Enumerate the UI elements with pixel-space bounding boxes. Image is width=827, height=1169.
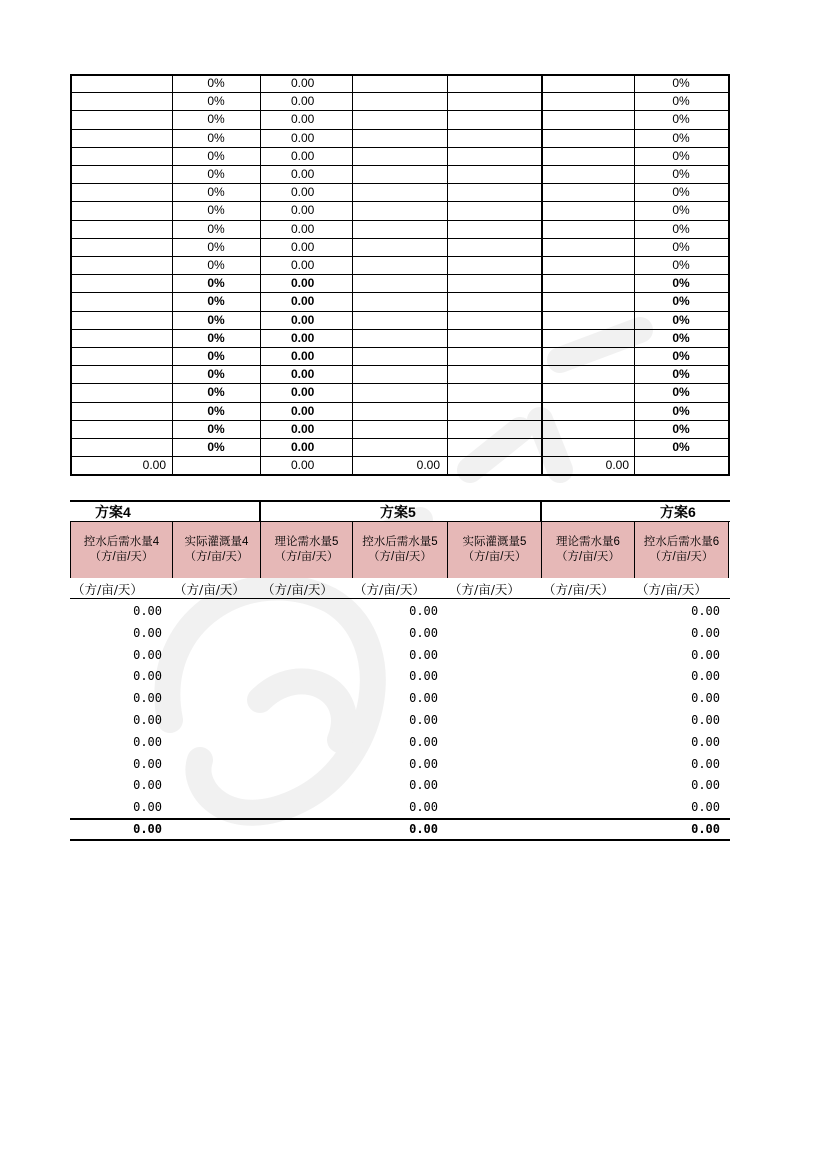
percent-cell: 0% (672, 367, 690, 382)
percent-cell: 0% (672, 94, 690, 109)
value-cell: 0.00 (291, 94, 315, 109)
percent-cell: 0% (207, 385, 225, 400)
percent-cell: 0% (207, 312, 225, 327)
data-cell: 0.00 (691, 647, 720, 662)
grid-hline (70, 110, 730, 111)
value-cell: 0.00 (291, 403, 315, 418)
grid-hline (70, 238, 730, 239)
percent-cell: 0% (207, 203, 225, 218)
value-cell: 0.00 (291, 294, 315, 309)
value-cell: 0.00 (291, 258, 315, 272)
group-title-4: 方案4 (95, 504, 131, 520)
header-vline (541, 521, 542, 578)
data-cell: 0.00 (409, 625, 438, 640)
header-unit: （方/亩/天） (556, 551, 620, 563)
percent-cell: 0% (672, 167, 690, 181)
total-cell: 0.00 (691, 822, 720, 836)
data-cell: 0.00 (133, 713, 162, 727)
data-cell: 0.00 (409, 669, 438, 684)
grid-hline (70, 92, 730, 93)
percent-cell: 0% (672, 112, 690, 127)
total-cell: 0.00 (409, 822, 438, 836)
unit-row-cell: （方/亩/天） (543, 582, 614, 597)
data-cell: 0.00 (133, 778, 162, 793)
percent-cell: 0% (207, 403, 225, 418)
value-cell: 0.00 (291, 385, 315, 400)
value-cell: 0.00 (291, 221, 315, 236)
percent-cell: 0% (672, 294, 690, 309)
grid-hline (70, 420, 730, 421)
unit-row-cell: （方/亩/天） (636, 582, 707, 597)
value-cell: 0.00 (291, 130, 315, 145)
data-cell: 0.00 (133, 800, 162, 815)
header-label: 理论需水量6 (556, 536, 620, 548)
data-cell: 0.00 (409, 604, 438, 618)
data-cell: 0.00 (691, 756, 720, 771)
value-cell: 0.00 (291, 440, 315, 454)
data-cell: 0.00 (133, 691, 162, 706)
header-unit: （方/亩/天） (89, 551, 154, 563)
data-cell: 0.00 (133, 734, 162, 749)
percent-cell: 0% (672, 276, 690, 291)
total-cell: 0.00 (291, 458, 315, 473)
header-unit: （方/亩/天） (649, 551, 714, 563)
grid-hline (70, 220, 730, 221)
value-cell: 0.00 (291, 330, 315, 345)
percent-cell: 0% (672, 221, 690, 236)
data-cell: 0.00 (409, 691, 438, 706)
percent-cell: 0% (672, 185, 690, 200)
header-label: 控水后需水量5 (362, 536, 438, 548)
value-cell: 0.00 (291, 112, 315, 127)
grid-hline (70, 347, 730, 348)
data-cell: 0.00 (409, 778, 438, 793)
percent-cell: 0% (207, 276, 225, 291)
value-cell: 0.00 (291, 349, 315, 363)
value-cell: 0.00 (291, 185, 315, 200)
percent-cell: 0% (207, 421, 225, 436)
header-unit: （方/亩/天） (274, 551, 339, 563)
data-cell: 0.00 (691, 778, 720, 793)
data-cell: 0.00 (409, 647, 438, 662)
percent-cell: 0% (207, 258, 225, 272)
value-cell: 0.00 (291, 421, 315, 436)
data-cell: 0.00 (133, 647, 162, 662)
unit-row-cell: （方/亩/天） (449, 582, 520, 597)
grid-hline (70, 292, 730, 293)
header-label: 理论需水量5 (274, 536, 339, 548)
header-vline (728, 521, 729, 578)
unit-row-cell: （方/亩/天） (72, 582, 143, 597)
grid-hline (70, 365, 730, 366)
value-cell: 0.00 (291, 148, 315, 163)
data-cell: 0.00 (691, 734, 720, 749)
percent-cell: 0% (672, 349, 690, 363)
data-cell: 0.00 (691, 800, 720, 815)
percent-cell: 0% (207, 440, 225, 454)
group-divider (259, 502, 261, 521)
data-cell: 0.00 (409, 800, 438, 815)
header-vline (352, 521, 353, 578)
percent-cell: 0% (207, 221, 225, 236)
group-top-line (70, 500, 730, 502)
grid-hline (70, 438, 730, 439)
grid-hline (70, 74, 730, 76)
percent-cell: 0% (672, 148, 690, 163)
grid-hline (70, 129, 730, 130)
percent-cell: 0% (672, 330, 690, 345)
grid-hline (70, 274, 730, 275)
total-bottom-line (70, 839, 730, 841)
header-unit: （方/亩/天） (184, 551, 249, 563)
total-cell: 0.00 (605, 458, 629, 473)
unit-row-cell: （方/亩/天） (262, 582, 333, 597)
percent-cell: 0% (672, 203, 690, 218)
total-cell: 0.00 (416, 458, 440, 473)
value-cell: 0.00 (291, 76, 315, 90)
group-title-6: 方案6 (660, 504, 696, 520)
data-cell: 0.00 (691, 713, 720, 727)
grid-hline (70, 383, 730, 384)
data-cell: 0.00 (409, 713, 438, 727)
percent-cell: 0% (207, 367, 225, 382)
header-unit: （方/亩/天） (462, 551, 527, 563)
value-cell: 0.00 (291, 203, 315, 218)
header-label: 控水后需水量4 (83, 536, 160, 548)
header-vline (634, 521, 635, 578)
percent-cell: 0% (672, 385, 690, 400)
data-cell: 0.00 (409, 734, 438, 749)
data-cell: 0.00 (691, 669, 720, 684)
header-label: 控水后需水量6 (643, 536, 720, 548)
header-vline (70, 521, 71, 578)
grid-hline (70, 329, 730, 330)
percent-cell: 0% (207, 185, 225, 200)
percent-cell: 0% (672, 130, 690, 145)
grid-hline (70, 183, 730, 184)
grid-hline (70, 311, 730, 312)
percent-cell: 0% (207, 94, 225, 109)
percent-cell: 0% (207, 239, 225, 254)
total-cell: 0.00 (142, 458, 166, 473)
unit-row-cell: （方/亩/天） (174, 582, 245, 597)
value-cell: 0.00 (291, 312, 315, 327)
value-cell: 0.00 (291, 167, 315, 181)
value-cell: 0.00 (291, 367, 315, 382)
grid-hline (70, 402, 730, 403)
percent-cell: 0% (672, 76, 690, 90)
group-divider (540, 502, 542, 521)
percent-cell: 0% (207, 112, 225, 127)
data-cell: 0.00 (409, 756, 438, 771)
header-vline (172, 521, 173, 578)
data-cell: 0.00 (691, 691, 720, 706)
unit-row-cell: （方/亩/天） (354, 582, 425, 597)
grid-hline (70, 201, 730, 202)
percent-cell: 0% (672, 421, 690, 436)
percent-cell: 0% (207, 76, 225, 90)
value-cell: 0.00 (291, 239, 315, 254)
header-label: 实际灌溉量4 (184, 536, 249, 548)
grid-hline (70, 474, 730, 476)
data-cell: 0.00 (133, 756, 162, 771)
header-vline (447, 521, 448, 578)
unit-row-line (70, 598, 730, 599)
data-cell: 0.00 (133, 669, 162, 684)
data-cell: 0.00 (691, 625, 720, 640)
percent-cell: 0% (672, 239, 690, 254)
data-cell: 0.00 (691, 604, 720, 618)
percent-cell: 0% (672, 440, 690, 454)
percent-cell: 0% (207, 148, 225, 163)
percent-cell: 0% (207, 330, 225, 345)
percent-cell: 0% (207, 349, 225, 363)
percent-cell: 0% (207, 294, 225, 309)
header-vline (260, 521, 261, 578)
value-cell: 0.00 (291, 276, 315, 291)
header-unit: （方/亩/天） (368, 551, 432, 563)
grid-hline (70, 256, 730, 257)
group-title-5: 方案5 (380, 504, 416, 520)
percent-cell: 0% (672, 312, 690, 327)
grid-hline (70, 147, 730, 148)
percent-cell: 0% (207, 130, 225, 145)
data-cell: 0.00 (133, 625, 162, 640)
grid-hline (70, 165, 730, 166)
percent-cell: 0% (672, 403, 690, 418)
header-label: 实际灌溉量5 (462, 536, 527, 548)
percent-cell: 0% (672, 258, 690, 272)
percent-cell: 0% (207, 167, 225, 181)
data-cell: 0.00 (133, 604, 162, 618)
total-cell: 0.00 (133, 822, 162, 836)
